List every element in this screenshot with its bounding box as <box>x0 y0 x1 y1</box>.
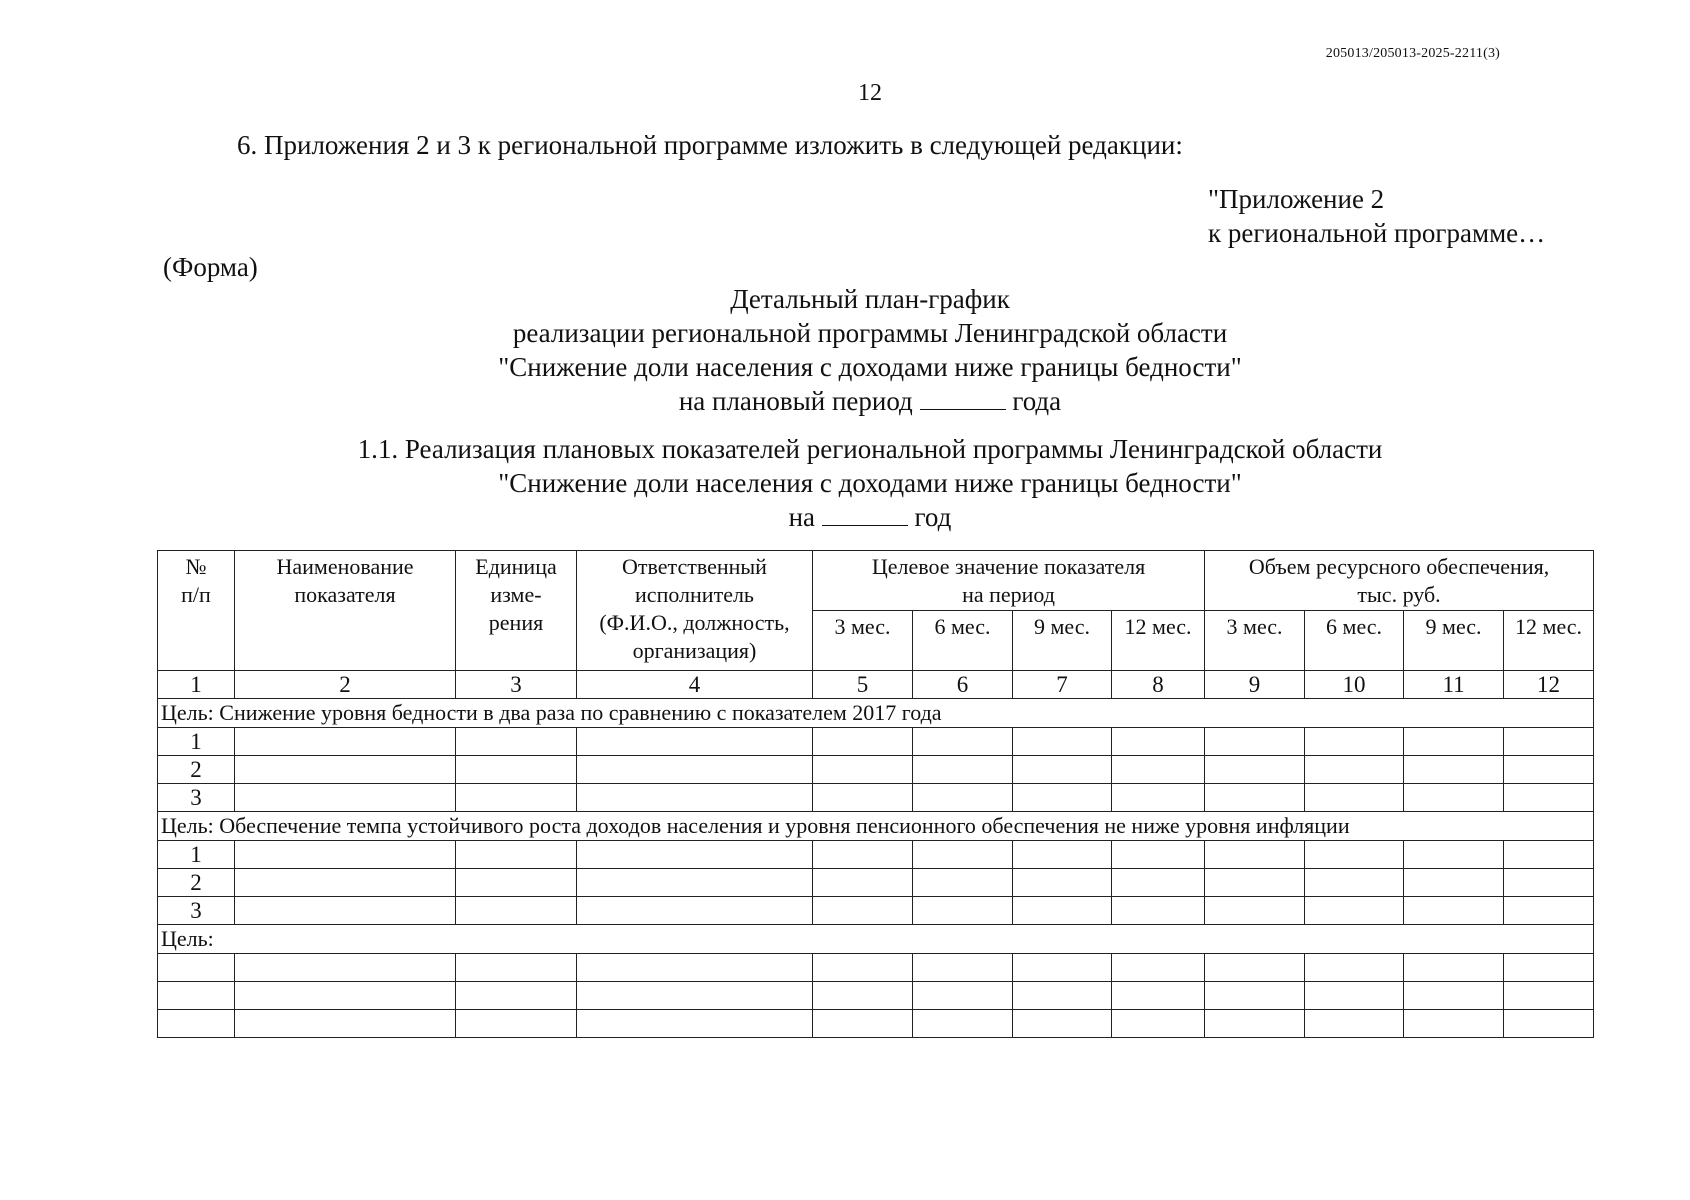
column-number: 6 <box>913 671 1013 699</box>
header-period: 6 мес. <box>913 611 1013 671</box>
row-number <box>158 954 235 982</box>
header-period: 9 мес. <box>1404 611 1504 671</box>
column-number: 10 <box>1305 671 1404 699</box>
row-number: 3 <box>158 784 235 812</box>
column-number: 7 <box>1013 671 1112 699</box>
row-number: 2 <box>158 756 235 784</box>
column-number: 1 <box>158 671 235 699</box>
document-title <box>0 282 1690 418</box>
goal-row <box>158 925 1594 954</box>
section-subtitle <box>0 432 1690 534</box>
header-period: 3 мес. <box>1205 611 1305 671</box>
table-row <box>158 728 1594 756</box>
title-line-1: Детальный план-график <box>730 284 1010 314</box>
goal-label: Цель: Обеспечение темпа устойчивого роста доходов населения и уровня пенсионного обеспечения не ниже уровня инфляции <box>158 812 1594 841</box>
goal-row <box>158 812 1594 841</box>
row-number: 3 <box>158 897 235 925</box>
subtitle-line-2: "Снижение доли населения с доходами ниже границы бедности" <box>498 468 1242 498</box>
intro-paragraph: 6. Приложения 2 и 3 к региональной программе изложить в следующей редакции: <box>237 130 1183 160</box>
page-number: 12 <box>858 80 882 106</box>
table-row <box>158 1010 1594 1038</box>
header-period: 12 мес. <box>1504 611 1594 671</box>
goal-label: Цель: <box>158 925 1594 954</box>
row-number: 1 <box>158 841 235 869</box>
header-period: 3 мес. <box>813 611 913 671</box>
header-indicator-name: Наименование показателя <box>235 551 456 671</box>
document-id: 205013/205013-2025-2211(3) <box>1325 46 1500 61</box>
row-number <box>158 982 235 1010</box>
table-row <box>158 784 1594 812</box>
title-line-4 <box>0 384 1690 418</box>
subtitle-year-prefix: на <box>788 502 816 532</box>
column-number: 11 <box>1404 671 1504 699</box>
header-target-values: Целевое значение показателя на период <box>813 551 1205 611</box>
table-row <box>158 869 1594 897</box>
period-blank-field <box>920 389 1006 410</box>
column-number-row <box>158 671 1594 699</box>
year-blank-field <box>822 505 908 526</box>
table-row <box>158 841 1594 869</box>
header-period: 9 мес. <box>1013 611 1112 671</box>
column-number: 8 <box>1112 671 1205 699</box>
column-number: 2 <box>235 671 456 699</box>
annex-line-2: к региональной программе… <box>1208 218 1546 248</box>
subtitle-line-3 <box>0 500 1690 534</box>
subtitle-line-1: 1.1. Реализация плановых показателей региональной программы Ленинградской области <box>357 434 1383 464</box>
header-num: № п/п <box>158 551 235 671</box>
subtitle-year-suffix: год <box>914 502 952 532</box>
column-number: 4 <box>577 671 813 699</box>
row-number: 1 <box>158 728 235 756</box>
header-resources: Объем ресурсного обеспечения, тыс. руб. <box>1205 551 1594 611</box>
header-period: 6 мес. <box>1305 611 1404 671</box>
goal-label: Цель: Снижение уровня бедности в два раза по сравнению с показателем 2017 года <box>158 699 1594 728</box>
title-period-suffix: года <box>1012 386 1062 416</box>
table-row <box>158 756 1594 784</box>
row-number <box>158 1010 235 1038</box>
goal-row <box>158 699 1594 728</box>
title-line-3: "Снижение доли населения с доходами ниже границы бедности" <box>498 352 1242 382</box>
table-row <box>158 897 1594 925</box>
header-period: 12 мес. <box>1112 611 1205 671</box>
row-number: 2 <box>158 869 235 897</box>
title-line-2: реализации региональной программы Ленинградской области <box>512 318 1228 348</box>
column-number: 9 <box>1205 671 1305 699</box>
header-unit: Единица изме- рения <box>456 551 577 671</box>
column-number: 5 <box>813 671 913 699</box>
indicators-table <box>157 550 1594 1038</box>
annex-reference <box>1208 182 1545 250</box>
table-row <box>158 954 1594 982</box>
form-label: (Форма) <box>163 252 258 282</box>
column-number: 3 <box>456 671 577 699</box>
annex-line-1: "Приложение 2 <box>1208 184 1385 214</box>
table-row <box>158 982 1594 1010</box>
column-number: 12 <box>1504 671 1594 699</box>
header-responsible: Ответственный исполнитель (Ф.И.О., должность, организация) <box>577 551 813 671</box>
title-period-prefix: на плановый период <box>678 386 913 416</box>
